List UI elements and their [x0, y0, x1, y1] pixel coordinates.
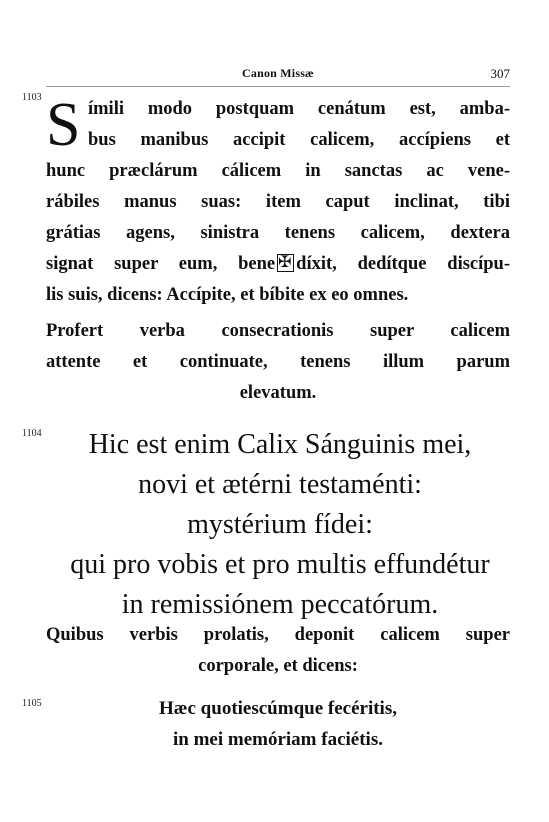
text-line: in remissiónem peccatórum.	[121, 589, 439, 620]
text-line: Profert verba consecrationis super calicem	[46, 321, 510, 341]
text-line: Hic est enim Calix Sánguinis mei,	[88, 429, 472, 460]
text-line: Quibus verbis prolatis, deponit calicem super	[46, 625, 510, 645]
paragraph-1103	[46, 91, 510, 311]
text-line: rábiles manus suas: item caput inclinat, tibi	[46, 192, 510, 212]
text-line: Hæc quotiescúmque fecéritis,	[159, 698, 397, 719]
paragraph-number-1105: 1105	[22, 698, 42, 709]
text-fragment: díxit, dedítque discípu-	[296, 254, 510, 274]
paragraph-number-1103: 1103	[22, 92, 42, 103]
text-line: bus manibus accipit calicem, accípiens et	[88, 130, 510, 150]
commemoration-words	[46, 693, 510, 755]
rubric-deposition	[46, 620, 510, 682]
text-line-with-cross	[46, 249, 510, 280]
cross-icon: ✠	[277, 254, 294, 272]
text-line: elevatum.	[239, 383, 317, 403]
text-line: ímili modo postquam cenátum est, amba-	[88, 99, 510, 119]
text-fragment: signat super eum, bene	[46, 254, 276, 274]
text-line: novi et ætérni testaménti:	[138, 469, 422, 500]
consecration-words	[40, 425, 520, 625]
text-line: qui pro vobis et pro multis effundétur	[70, 549, 490, 580]
text-line: hunc præclárum cálicem in sanctas ac vene-	[46, 161, 510, 181]
running-title: Canon Missæ	[242, 66, 314, 80]
drop-cap: S	[46, 91, 81, 159]
text-line: attente et continuate, tenens illum parum	[46, 352, 510, 372]
text-line: lis suis, dicens: Accípite, et bíbite ex eo omnes.	[46, 285, 409, 305]
paragraph-number-1104: 1104	[22, 428, 42, 439]
text-line: mystérium fídei:	[187, 509, 373, 540]
page-number: 307	[490, 66, 510, 81]
running-head	[46, 62, 510, 87]
text-line: in mei memóriam faciétis.	[173, 729, 383, 750]
rubric-consecration	[46, 316, 510, 409]
text-line: corporale, et dicens:	[198, 656, 358, 676]
text-line: grátias agens, sinistra tenens calicem, dextera	[46, 223, 510, 243]
